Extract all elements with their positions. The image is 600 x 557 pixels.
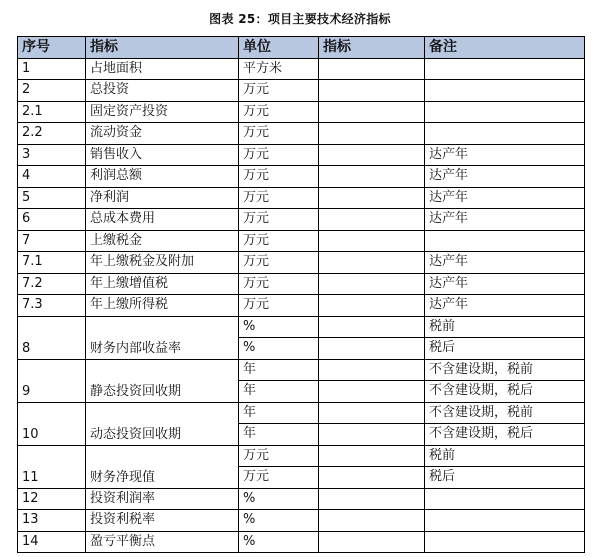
table-row: [18, 187, 585, 209]
cell-indicator: 动态投资回收期: [86, 402, 239, 445]
cell-seq: 10: [18, 402, 86, 445]
cell-note: [425, 80, 585, 102]
table-caption: 图表 25：项目主要技术经济指标: [209, 12, 391, 26]
cell-indicator: 总投资: [86, 80, 239, 102]
cell-seq: 7.3: [18, 295, 86, 317]
cell-unit: %: [239, 510, 319, 532]
cell-note: 不含建设期，税后: [425, 381, 585, 403]
cell-unit: 万元: [239, 144, 319, 166]
cell-unit: 年: [239, 381, 319, 403]
cell-note: 达产年: [425, 166, 585, 188]
cell-unit: 年: [239, 424, 319, 446]
cell-note: 不含建设期，税前: [425, 359, 585, 381]
cell-note: 达产年: [425, 144, 585, 166]
cell-seq: 8: [18, 316, 86, 359]
cell-unit: 万元: [239, 166, 319, 188]
header-note: 备注: [425, 37, 585, 59]
table-row: [18, 80, 585, 102]
table-row: [18, 166, 585, 188]
cell-indicator: 利润总额: [86, 166, 239, 188]
cell-note: [425, 230, 585, 252]
cell-note: 税前: [425, 316, 585, 338]
cell-indicator: 销售收入: [86, 144, 239, 166]
cell-indicator: 财务净现值: [86, 445, 239, 488]
table-row: [18, 445, 585, 467]
table-body: [18, 58, 585, 553]
cell-note: 达产年: [425, 295, 585, 317]
cell-unit: 万元: [239, 80, 319, 102]
cell-note: 达产年: [425, 187, 585, 209]
table-row: [18, 359, 585, 381]
cell-indicator: 盈亏平衡点: [86, 531, 239, 553]
cell-indicator: 占地面积: [86, 58, 239, 80]
cell-indicator: 年上缴所得税: [86, 295, 239, 317]
cell-unit: 万元: [239, 273, 319, 295]
cell-seq: 4: [18, 166, 86, 188]
header-indicator: 指标: [86, 37, 239, 59]
cell-indicator: 静态投资回收期: [86, 359, 239, 402]
cell-seq: 5: [18, 187, 86, 209]
cell-seq: 2.2: [18, 123, 86, 145]
cell-note: 达产年: [425, 252, 585, 274]
cell-indicator: 流动资金: [86, 123, 239, 145]
table-row: [18, 402, 585, 424]
cell-value: [319, 187, 425, 209]
cell-indicator: 年上缴增值税: [86, 273, 239, 295]
cell-note: 税后: [425, 467, 585, 489]
cell-note: [425, 531, 585, 553]
cell-note: 税后: [425, 338, 585, 360]
cell-seq: 7: [18, 230, 86, 252]
cell-value: [319, 359, 425, 381]
cell-value: [319, 488, 425, 510]
cell-indicator: 固定资产投资: [86, 101, 239, 123]
table-row: [18, 488, 585, 510]
cell-value: [319, 381, 425, 403]
header-seq: 序号: [18, 37, 86, 59]
cell-value: [319, 467, 425, 489]
cell-unit: 万元: [239, 123, 319, 145]
cell-note: 达产年: [425, 273, 585, 295]
table-row: [18, 58, 585, 80]
cell-value: [319, 510, 425, 532]
cell-value: [319, 209, 425, 231]
cell-value: [319, 295, 425, 317]
cell-unit: 万元: [239, 187, 319, 209]
table-header-row: [18, 37, 585, 59]
cell-unit: 万元: [239, 295, 319, 317]
cell-seq: 2.1: [18, 101, 86, 123]
cell-note: [425, 58, 585, 80]
economic-indicators-table: [17, 36, 585, 553]
header-unit: 单位: [239, 37, 319, 59]
cell-value: [319, 80, 425, 102]
cell-unit: 年: [239, 359, 319, 381]
cell-seq: 12: [18, 488, 86, 510]
cell-unit: %: [239, 531, 319, 553]
cell-seq: 7.2: [18, 273, 86, 295]
table-row: [18, 144, 585, 166]
cell-seq: 14: [18, 531, 86, 553]
cell-note: [425, 101, 585, 123]
cell-value: [319, 273, 425, 295]
cell-indicator: 上缴税金: [86, 230, 239, 252]
table-row: [18, 273, 585, 295]
cell-value: [319, 316, 425, 338]
cell-unit: 万元: [239, 230, 319, 252]
cell-value: [319, 230, 425, 252]
cell-value: [319, 402, 425, 424]
table-row: [18, 295, 585, 317]
cell-value: [319, 531, 425, 553]
cell-value: [319, 424, 425, 446]
cell-seq: 3: [18, 144, 86, 166]
cell-seq: 6: [18, 209, 86, 231]
cell-seq: 7.1: [18, 252, 86, 274]
cell-note: [425, 510, 585, 532]
cell-value: [319, 445, 425, 467]
cell-note: 税前: [425, 445, 585, 467]
cell-note: [425, 123, 585, 145]
table-row: [18, 101, 585, 123]
cell-seq: 9: [18, 359, 86, 402]
cell-value: [319, 252, 425, 274]
cell-unit: %: [239, 488, 319, 510]
table-row: [18, 123, 585, 145]
cell-unit: 年: [239, 402, 319, 424]
cell-note: 不含建设期，税后: [425, 424, 585, 446]
cell-value: [319, 58, 425, 80]
cell-indicator: 财务内部收益率: [86, 316, 239, 359]
cell-unit: 万元: [239, 209, 319, 231]
table-row: [18, 230, 585, 252]
cell-value: [319, 123, 425, 145]
table-row: [18, 209, 585, 231]
cell-indicator: 年上缴税金及附加: [86, 252, 239, 274]
cell-note: 不含建设期，税前: [425, 402, 585, 424]
cell-indicator: 投资利税率: [86, 510, 239, 532]
header-value: 指标: [319, 37, 425, 59]
cell-seq: 11: [18, 445, 86, 488]
cell-unit: %: [239, 338, 319, 360]
cell-unit: 平方米: [239, 58, 319, 80]
cell-seq: 2: [18, 80, 86, 102]
cell-indicator: 投资利润率: [86, 488, 239, 510]
table-row: [18, 510, 585, 532]
cell-indicator: 总成本费用: [86, 209, 239, 231]
cell-seq: 1: [18, 58, 86, 80]
table-row: [18, 531, 585, 553]
cell-indicator: 净利润: [86, 187, 239, 209]
cell-value: [319, 144, 425, 166]
cell-value: [319, 101, 425, 123]
cell-unit: 万元: [239, 101, 319, 123]
cell-note: [425, 488, 585, 510]
cell-seq: 13: [18, 510, 86, 532]
cell-unit: 万元: [239, 445, 319, 467]
table-row: [18, 316, 585, 338]
cell-unit: 万元: [239, 467, 319, 489]
table-row: [18, 252, 585, 274]
cell-note: 达产年: [425, 209, 585, 231]
cell-value: [319, 338, 425, 360]
cell-unit: %: [239, 316, 319, 338]
cell-value: [319, 166, 425, 188]
cell-unit: 万元: [239, 252, 319, 274]
